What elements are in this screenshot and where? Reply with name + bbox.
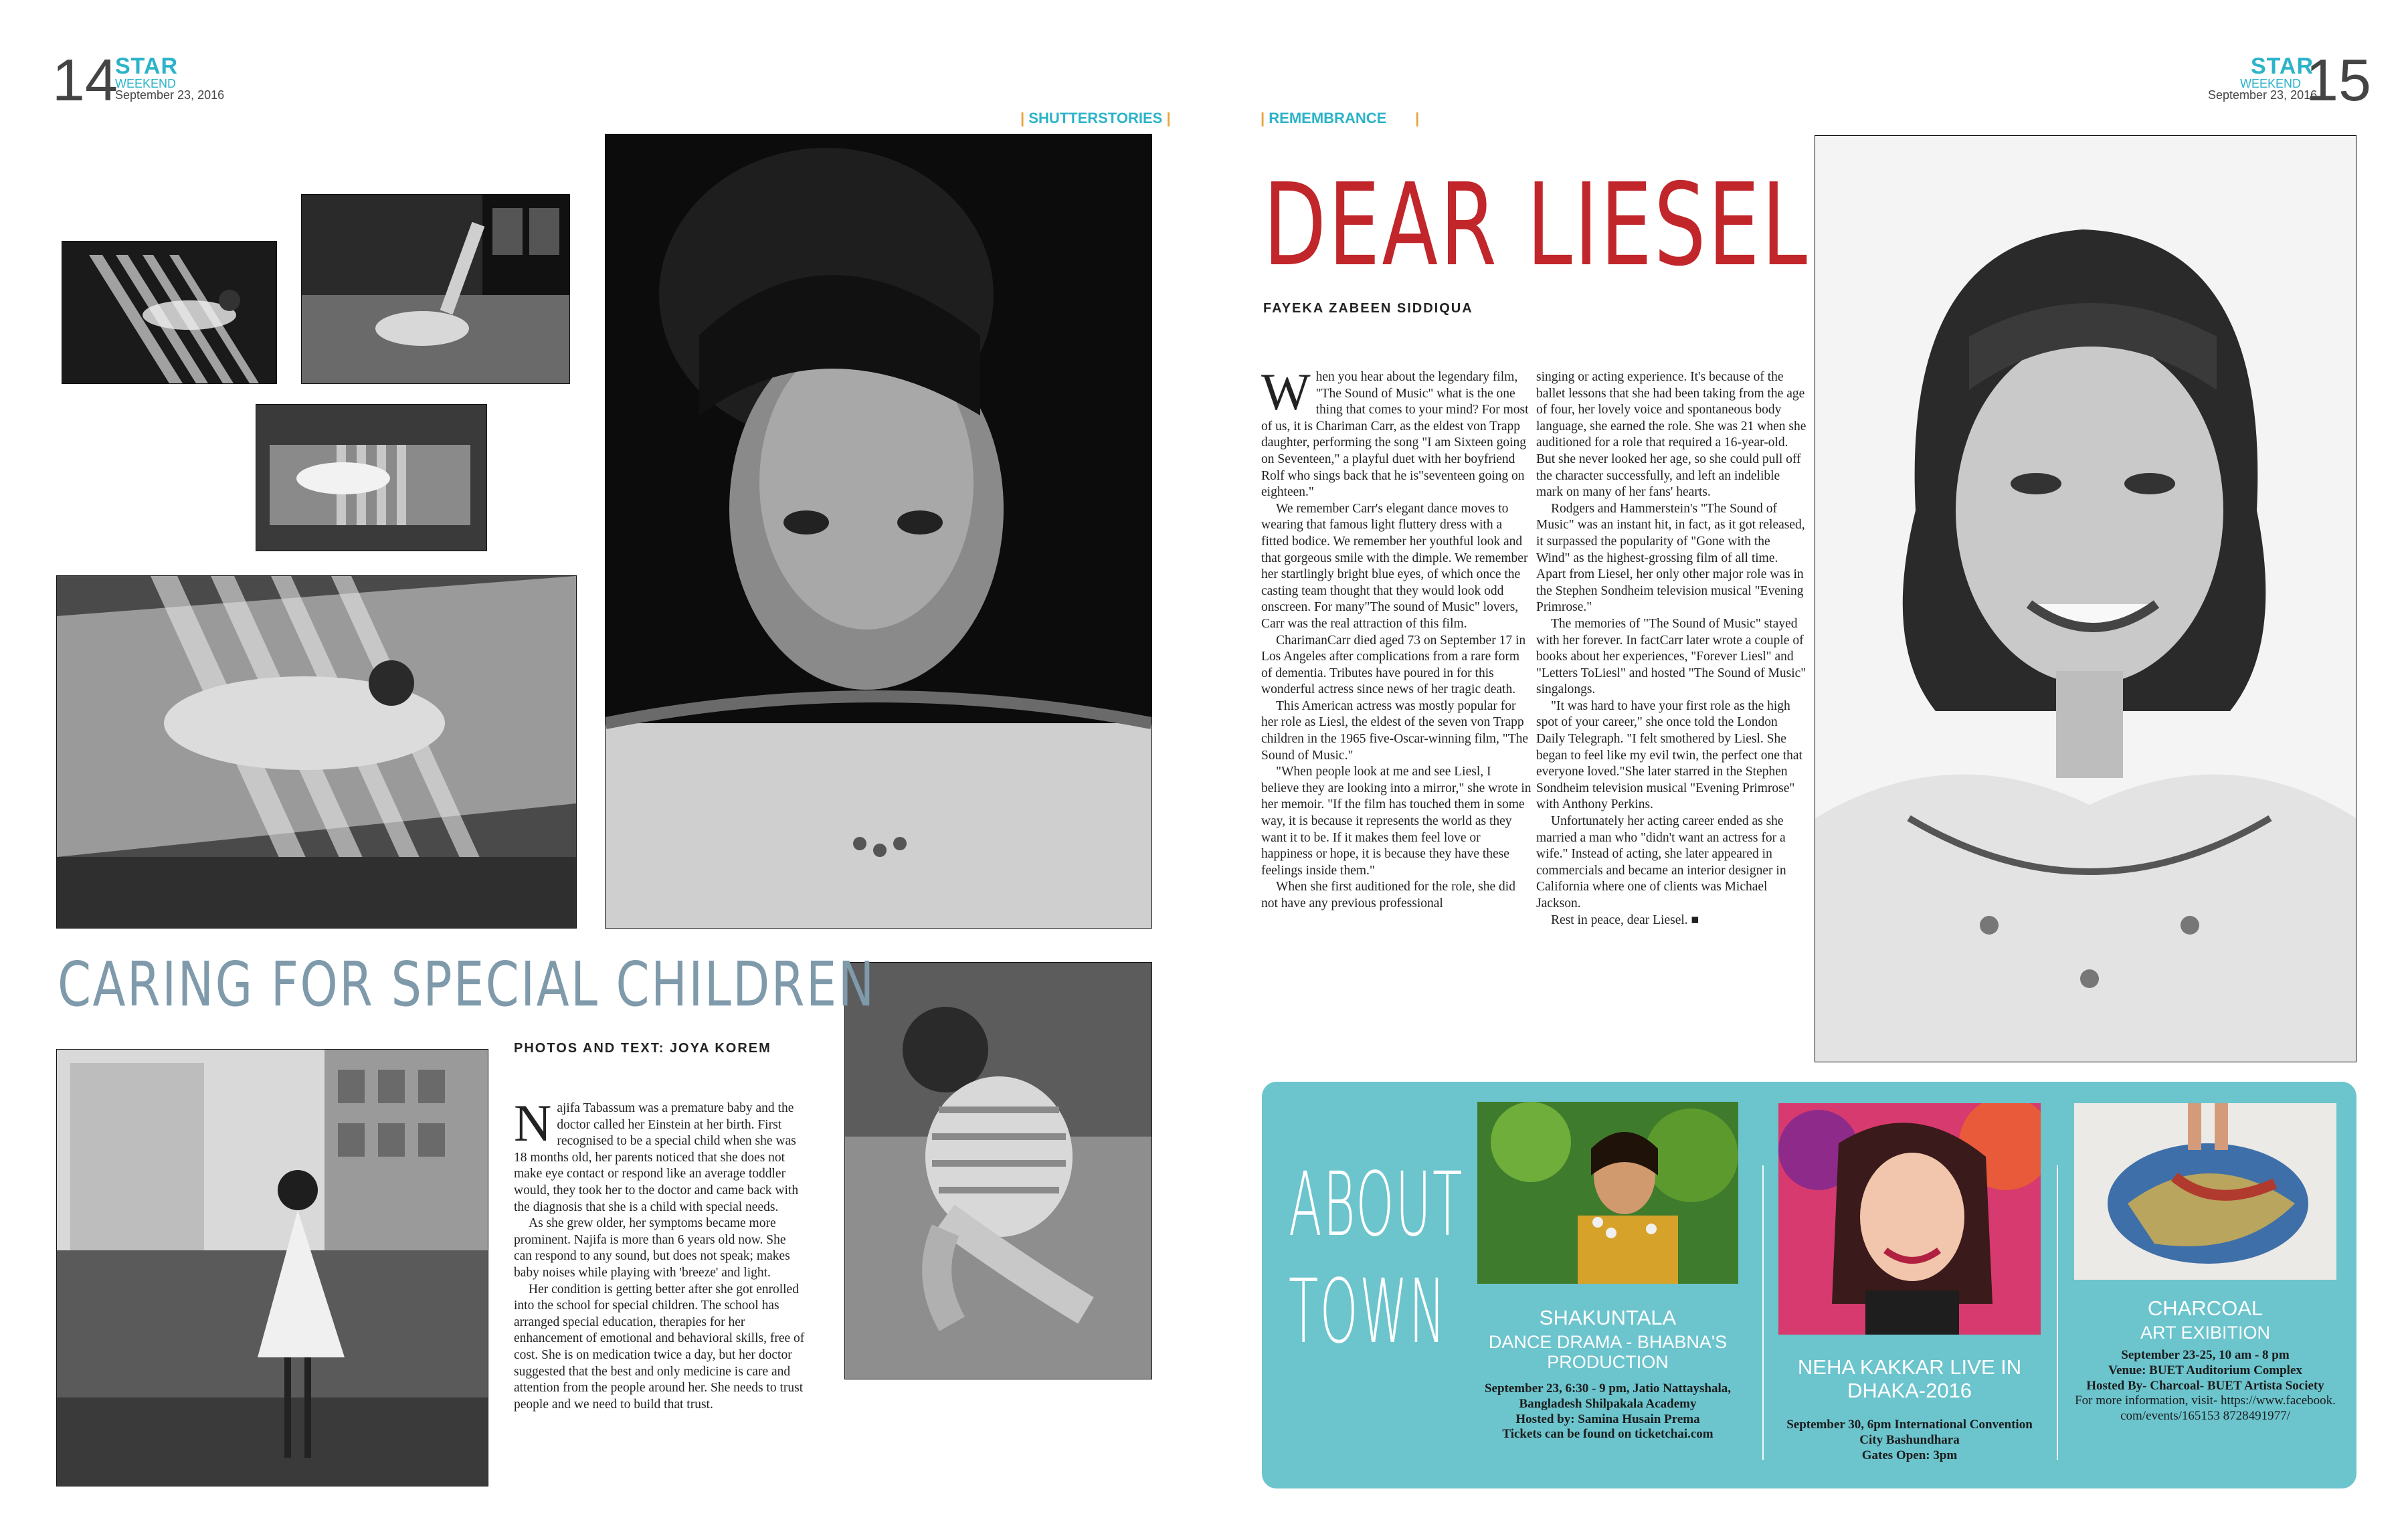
- left-masthead: STAR: [115, 54, 179, 79]
- event-2-details: September 30, 6pm International Convention City Bashundhara Gates Open: 3pm: [1786, 1418, 2033, 1462]
- right-masthead-sub: WEEKEND: [2240, 77, 2302, 90]
- about-town-divider-2: [2057, 1165, 2058, 1460]
- event-1-photo: [1477, 1102, 1738, 1284]
- event-1-subtitle: DANCE DRAMA - BHABNA'S PRODUCTION: [1488, 1332, 1728, 1373]
- right-paragraph-7: singing or acting experience. It's because of the ballet lessons that she had been taking from the age of four, her lovely voice and spontaneous body language, she earned the role. She was 21 when she auditioned for a role that required a 16-year-old. But she never looked her age, so she could pull off the character successfully, and left an indelible mark on many of her fans' hearts.: [1536, 370, 1807, 500]
- right-dropcap: W: [1261, 363, 1311, 421]
- about-town-title-1: ABOUT: [1289, 1153, 1464, 1256]
- event-3-subtitle: ART EXIBITION: [2140, 1323, 2271, 1343]
- event-1-tickets: Tickets can be found on ticketchai.com: [1502, 1427, 1714, 1442]
- photo-boy-floor: [844, 962, 1152, 1379]
- right-page-number: 15: [2306, 47, 2371, 113]
- left-headline: CARING FOR SPECIAL CHILDREN: [58, 949, 876, 1020]
- left-page-number: 14: [52, 47, 118, 113]
- left-page-date: September 23, 2016: [115, 88, 225, 102]
- event-3-photo: [2074, 1103, 2336, 1280]
- photo-girl-portrait: [605, 134, 1152, 929]
- right-paragraph-3: CharimanCarr died aged 73 on September 17 in Los Angeles after complications from a rare form of dementia. Tributes have poured in for this wonderful actress since news of her tragic death.: [1261, 633, 1526, 697]
- left-byline: PHOTOS AND TEXT: JOYA KOREM: [514, 1041, 771, 1056]
- event-3-title: CHARCOAL: [2147, 1296, 2263, 1320]
- photo-child-cabinet: [301, 194, 570, 384]
- right-paragraph-9: The memories of "The Sound of Music" stayed with her forever. In factCarr later wrote a couple of books about her experiences, "Forever Liesl" and "Letters ToLiesl" and hosted "The Sound of Music" singalongs.: [1536, 616, 1807, 697]
- right-paragraph-4: This American actress was mostly popular for her role as Liesl, the eldest of the seven von Trapp children in the 1965 five-Oscar-winning film, "The Sound of Music.": [1261, 698, 1529, 763]
- about-town-divider-1: [1762, 1165, 1764, 1460]
- about-town-panel: [1262, 1082, 2356, 1488]
- right-paragraph-12: Rest in peace, dear Liesel. ■: [1551, 912, 1699, 927]
- right-paragraph-2: We remember Carr's elegant dance moves to wearing that famous light fluttery dress with a fitted bodice. We remember her youthful look and that gorgeous smile with the dimple. We remember her startlingly bright blue eyes, of which once the casting team thought that they would look odd onscreen. For many"The sound of Music" lovers, Carr was the real attraction of this film.: [1261, 501, 1528, 631]
- right-paragraph-5: "When people look at me and see Liesl, I believe they are looking into a mirror," she wrote in her memoir. "If the film has touched them in some way, it is because it represents the world as they want it to be. If it makes them feel love or happiness or hope, it is because they have these feelings inside them.": [1261, 765, 1532, 878]
- event-1-host: Hosted by: Samina Husain Prema: [1515, 1412, 1700, 1426]
- right-paragraph-11: Unfortunately her acting career ended as she married a man who "didn't want an actress for a wife." Instead of acting, she later appeared in commercials and became an interior designer in California where one of clients was Michael Jackson.: [1536, 814, 1786, 910]
- photo-child-patterned-mat: [56, 575, 577, 929]
- left-masthead-sub: WEEKEND: [115, 77, 177, 90]
- left-article-body: [514, 1094, 807, 1413]
- event-3-details: September 23-25, 10 am - 8 pm Venue: BUET Auditorium Complex Hosted By- Charcoal- BUET Artista Society For more information, visit- https://www.facebook.com/events/165153 8728491977/: [2075, 1348, 2336, 1424]
- left-section-text: SHUTTERSTORIES: [1028, 110, 1163, 126]
- left-paragraph-1: Najifa Tabassum was a premature baby and the doctor called her Einstein at her birth. First recognised to be a special child when she was 18 months old, her parents noticed that she does not make eye contact or respond like an average toddler would, they took her to the doctor and came back with the diagnosis that she is a child with special needs.: [514, 1094, 799, 1214]
- event-1-details: September 23, 6:30 - 9 pm, Jatio Nattayshala, Bangladesh Shilpakala Academy Hosted by: Samina Husain Prema Tickets can be found on ticketchai.com: [1484, 1381, 1731, 1442]
- event-1-title: SHAKUNTALA: [1539, 1306, 1677, 1329]
- event-2-photo: [1778, 1103, 2041, 1335]
- right-article-column-2: [1536, 369, 1807, 929]
- event-2-title: NEHA KAKKAR LIVE IN DHAKA-2016: [1797, 1355, 2022, 1402]
- right-headline: DEAR LIESEL: [1263, 159, 1809, 292]
- left-paragraph-3: Her condition is getting better after she got enrolled into the school for special children. The school has arranged special education, therapies for her enhancement of emotional and behavioral skills, free of cost. She is on medication twice a day, but her doctor suggested that the best and only medicine is care and attention from the people around her. She needs to trust people and we need to build that trust.: [514, 1282, 805, 1412]
- left-section-label: | SHUTTERSTORIES |: [1020, 110, 1171, 126]
- right-section-label: | REMEMBRANCE |: [1261, 110, 1420, 126]
- event-2-gates: Gates Open: 3pm: [1861, 1448, 1958, 1462]
- left-dropcap: N: [514, 1094, 552, 1152]
- photo-child-sunlight: [62, 241, 277, 384]
- photo-actress-portrait: [1815, 135, 2356, 1062]
- event-3-host: Hosted By- Charcoal- BUET Artista Society: [2086, 1378, 2324, 1393]
- event-3-info: For more information, visit- https://www.facebook.com/events/165153 8728491977/: [2075, 1393, 2336, 1424]
- right-masthead: STAR: [2251, 54, 2314, 79]
- right-article-column-1: [1261, 363, 1532, 912]
- right-section-text: REMEMBRANCE: [1269, 110, 1387, 126]
- photo-girl-rooftop: [56, 1049, 488, 1486]
- photo-child-mat: [256, 404, 487, 551]
- right-paragraph-1: When you hear about the legendary film, "The Sound of Music" what is the one thing that comes to your mind? For most of us, it is Chariman Carr, as the eldest von Trapp daughter, performing the song "I am Sixteen going on Seventeen," a playful duet with her boyfriend Rolf who sings back that he is"seventeen going on eighteen.": [1261, 363, 1529, 500]
- left-paragraph-2: As she grew older, her symptoms became more prominent. Najifa is more than 6 years old now. She can respond to any sound, but does not speak; makes baby noises while playing with 'breeze' and light.: [514, 1216, 790, 1280]
- about-town-title-2: TOWN: [1289, 1260, 1447, 1363]
- right-page-date: September 23, 2016: [2208, 88, 2318, 102]
- right-paragraph-6: When she first auditioned for the role, she did not have any previous professional: [1261, 880, 1515, 910]
- right-byline: FAYEKA ZABEEN SIDDIQUA: [1263, 301, 1473, 316]
- event-3-venue: Venue: BUET Auditorium Complex: [2108, 1363, 2302, 1377]
- right-paragraph-10: "It was hard to have your first role as the high spot of your career," she once told the London Daily Telegraph. "I felt smothered by Liesl. She began to feel like my evil twin, the perfect one that everyone loved."She later starred in the Stephen Sondheim television musical "Evening Primrose" with Anthony Perkins.: [1536, 698, 1802, 812]
- right-paragraph-8: Rodgers and Hammerstein's "The Sound of Music" was an instant hit, in fact, as it got released, it surpassed the popularity of "Gone with the Wind" as the highest-grossing film of all time. Apart from Liesel, her only other major role was in the Stephen Sondheim television musical "Evening Primrose.": [1536, 501, 1805, 615]
